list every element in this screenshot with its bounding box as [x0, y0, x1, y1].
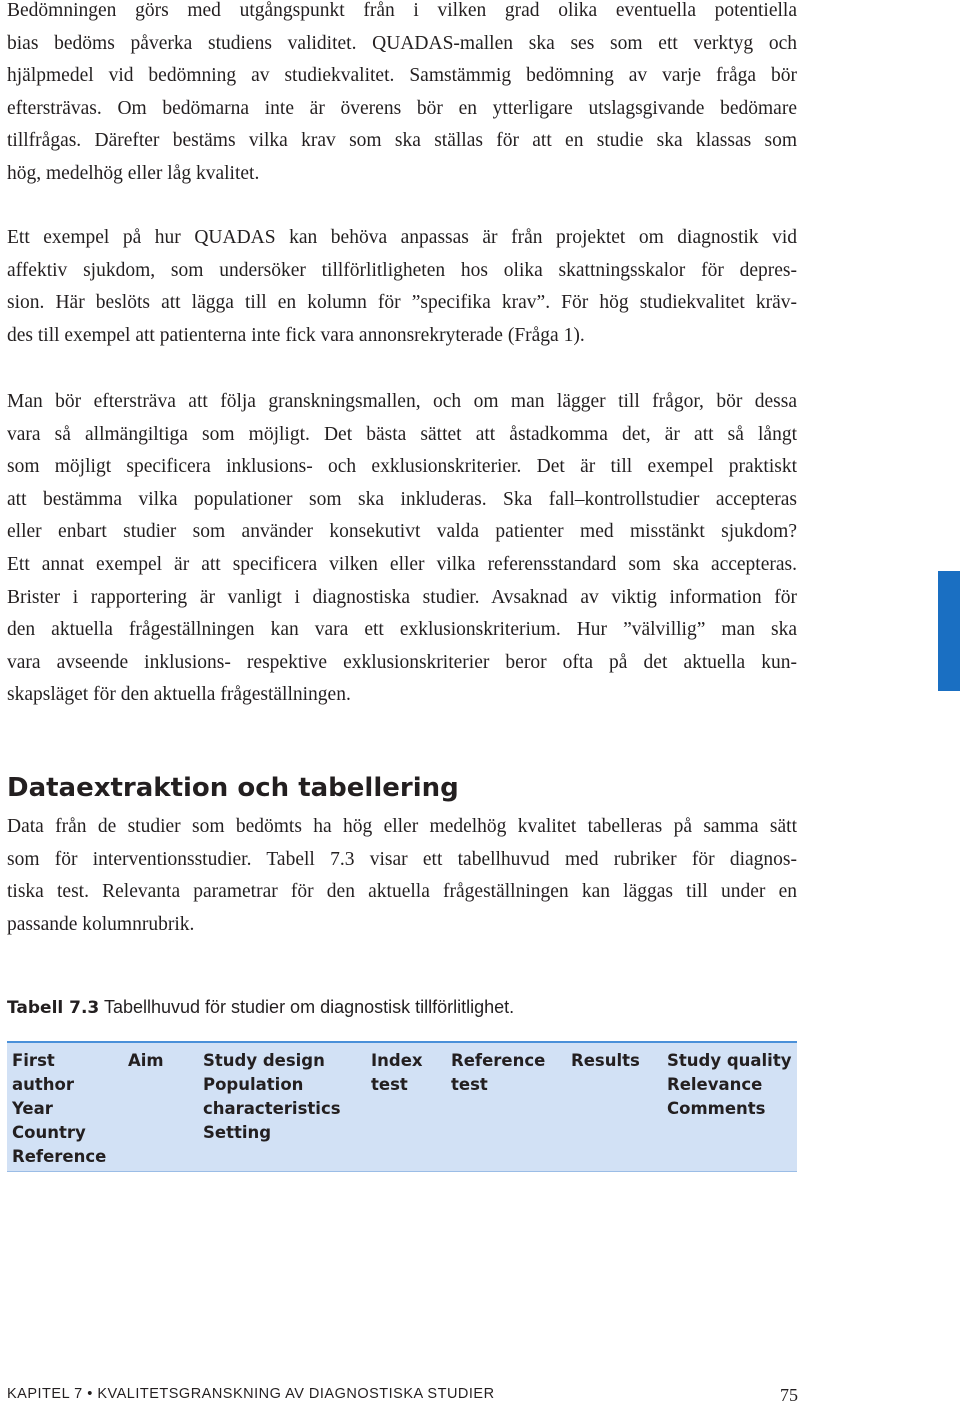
column-header-reference-test	[451, 1049, 545, 1097]
text-line: Man bör eftersträva att följa granskningsmallen, och om man lägger till frågor, bör dessa	[7, 391, 797, 412]
section-heading: Dataextraktion och tabellering	[7, 773, 459, 803]
column-header-results	[571, 1049, 640, 1073]
text-line: des till exempel att patienterna inte fick vara annonsrekryterade (Fråga 1).	[7, 324, 585, 346]
text-line: hjälpmedel vid bedömning av studiekvalitet. Samstämmig bedömning av varje fråga bör	[7, 65, 797, 87]
table-caption-text: Tabellhuvud för studier om diagnostisk tillförlitlighet.	[103, 997, 515, 1017]
column-header-line: Reference	[12, 1147, 107, 1166]
column-header-aim	[128, 1049, 164, 1073]
text-line: bias bedöms påverka studiens validitet. QUADAS-mallen ska ses som ett verktyg och	[7, 32, 797, 54]
text-line: Ett annat exempel är att specificera vilken eller vilka referensstandard som ska accepteras.	[7, 553, 797, 575]
column-header-line: Reference	[451, 1051, 546, 1070]
text-line: skapsläget för den aktuella frågeställningen.	[7, 684, 351, 706]
column-header-line: Relevance	[667, 1075, 763, 1094]
page-number: 75	[780, 1385, 798, 1405]
table-header	[7, 1041, 797, 1172]
column-header-line: Index	[371, 1051, 423, 1070]
text-line: hög, medelhög eller låg kvalitet.	[7, 162, 260, 184]
text-line: som möjligt specificera inklusions- och exklusionskriterier. Det är till exempel praktiskt	[7, 456, 797, 478]
column-header-line: Results	[571, 1051, 640, 1070]
text-line: vara avseende inklusions- respektive exklusionskriterier beror ofta på det aktuella kun-	[7, 651, 797, 673]
text-line: Data från de studier som bedömts ha hög eller medelhög kvalitet tabelleras på samma sätt	[7, 816, 797, 837]
body-paragraph-2	[7, 222, 797, 352]
text-line: Brister i rapportering är vanligt i diagnostiska studier. Avsaknad av viktig information för	[7, 586, 797, 608]
column-header-index-test	[371, 1049, 423, 1097]
column-header-first-author	[12, 1049, 106, 1169]
column-header-line: test	[451, 1075, 488, 1094]
column-header-line: Year	[12, 1099, 53, 1118]
body-paragraph-3	[7, 386, 797, 712]
section-paragraph	[7, 811, 797, 941]
column-header-line: Country	[12, 1123, 86, 1142]
column-header-study-design	[203, 1049, 341, 1145]
column-header-line: Population	[203, 1075, 304, 1094]
chapter-side-tab	[938, 571, 960, 691]
text-line: eller enbart studier som använder konsekutivt valda patienter med misstänkt sjukdom?	[7, 521, 797, 543]
column-header-line: Comments	[667, 1099, 766, 1118]
column-header-line: Study design	[203, 1051, 325, 1070]
table-caption	[7, 994, 514, 1021]
column-header-line: test	[371, 1075, 408, 1094]
column-header-line: characteristics	[203, 1099, 341, 1118]
text-line: att bestämma vilka populationer som ska inkluderas. Ska fall–kontrollstudier accepteras	[7, 488, 797, 510]
text-line: passande kolumnrubrik.	[7, 913, 195, 935]
column-header-line: Setting	[203, 1123, 272, 1142]
column-header-line: First	[12, 1051, 55, 1070]
text-line: tiska test. Relevanta parametrar för den aktuella frågeställningen kan läggas till under en	[7, 881, 797, 903]
text-line: sion. Här beslöts att lägga till en kolumn för ”specifika krav”. För hög studiekvalitet kräv-	[7, 292, 797, 314]
column-header-line: author	[12, 1075, 74, 1094]
column-header-line: Study quality	[667, 1051, 792, 1070]
text-line: affektiv sjukdom, som undersöker tillförlitligheten hos olika skattningsskalor för depres-	[7, 259, 797, 281]
text-line: Bedömningen görs med utgångspunkt från i vilken grad olika eventuella potentiella	[7, 0, 797, 21]
text-line: eftersträvas. Om bedömarna inte är överens bör en ytterligare utslagsgivande bedömare	[7, 97, 797, 119]
column-header-study-quality	[667, 1049, 791, 1121]
text-line: Ett exempel på hur QUADAS kan behöva anpassas är från projektet om diagnostik vid	[7, 227, 797, 248]
body-paragraph-1	[7, 0, 797, 191]
column-header-line: Aim	[128, 1051, 164, 1070]
text-line: den aktuella frågeställningen kan vara ett exklusionskriterium. Hur ”välvillig” man ska	[7, 619, 797, 641]
text-line: vara så allmängiltiga som möjligt. Det bästa sättet att åstadkomma det, är att så långt	[7, 423, 797, 445]
table-caption-number: Tabell 7.3	[7, 998, 100, 1018]
text-line: som för interventionsstudier. Tabell 7.3 visar ett tabellhuvud med rubriker för diagnos-	[7, 848, 797, 870]
text-line: tillfrågas. Därefter bestäms vilka krav som ska ställas för att en studie ska klassas som	[7, 130, 797, 152]
chapter-footer: KAPITEL 7 • KVALITETSGRANSKNING AV DIAGNOSTISKA STUDIER	[7, 1386, 495, 1402]
